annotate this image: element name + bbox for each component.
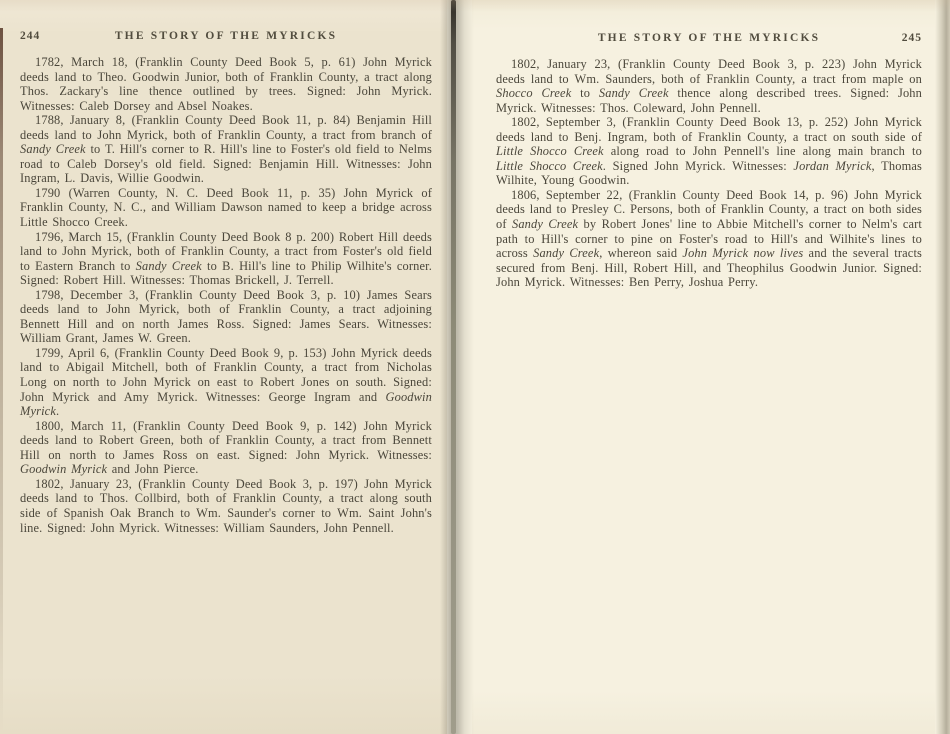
- left-running-title: THE STORY OF THE MYRICKS: [114, 30, 338, 42]
- right-page-number: 245: [901, 32, 922, 44]
- deed-entry-paragraph: 1800, March 11, (Franklin County Deed Book 9, p. 142) John Myrick deeds land to Robert Green, both of Franklin County, a tract from Bennett Hill on north to James Ross on east. Signed: John Myrick. Witnesses: Goodwin Myrick and John Pierce.: [20, 418, 432, 477]
- right-page: [472, 0, 935, 734]
- left-page: [0, 0, 447, 734]
- right-page-edge: [935, 0, 950, 734]
- deed-entry-paragraph: 1796, March 15, (Franklin County Deed Book 8 p. 200) Robert Hill deeds land to John Myrick, both of Franklin County, a tract from Foster's old field to Eastern Branch to Sandy Creek to B. Hill's line to Philip Wilhite's corner. Signed: Robert Hill. Witnesses: Thomas Brickell, J. Terrell.: [20, 229, 432, 288]
- deed-entry-paragraph: 1798, December 3, (Franklin County Deed Book 3, p. 10) James Sears deeds land to John Myrick, both of Franklin County, a tract adjoining Bennett Hill and on north James Ross. Signed: James Sears. Witnesses: William Grant, James W. Green.: [20, 287, 432, 346]
- deed-entry-paragraph: 1790 (Warren County, N. C. Deed Book 11, p. 35) John Myrick of Franklin County, N. C., and William Dawson named to keep a bridge across Little Shocco Creek.: [20, 185, 432, 230]
- left-page-number: 244: [20, 30, 41, 42]
- deed-entry-paragraph: 1782, March 18, (Franklin County Deed Book 5, p. 61) John Myrick deeds land to Theo. Goodwin Junior, both of Franklin County, a tract along Thos. Zackary's line thence outlined by trees. Signed: John Myrick. Witnesses: Caleb Dorsey and Absel Noakes.: [20, 55, 432, 113]
- left-running-head: [20, 30, 432, 42]
- right-running-title: THE STORY OF THE MYRICKS: [597, 32, 821, 44]
- deed-entry-paragraph: 1802, January 23, (Franklin County Deed Book 3, p. 223) John Myrick deeds land to Wm. Saunders, both of Franklin County, a tract from maple on Shocco Creek to Sandy Creek thence along described trees. Signed: John Myrick. Witnesses: Thos. Coleward, John Pennell.: [496, 57, 923, 115]
- deed-entry-paragraph: 1799, April 6, (Franklin County Deed Book 9, p. 153) John Myrick deeds land to Abigail Mitchell, both of Franklin County, a tract from Nicholas Long on north to John Myrick on east to Robert Jones on south. Signed: John Myrick and Amy Myrick. Witnesses: George Ingram and Goodwin Myrick.: [20, 345, 432, 419]
- deed-entry-paragraph: 1806, September 22, (Franklin County Deed Book 14, p. 96) John Myrick deeds land to Presley C. Persons, both of Franklin County, a tract on both sides of Sandy Creek by Robert Jones' line to Abbie Mitchell's corner to Nelm's cart path to Hill's corner to pine on Foster's road to Hill's and Wilhite's lines to across Sandy Creek, whereon said John Myrick now lives and the several tracts secured from Benj. Hill, Robert Hill, and Theophilus Goodwin Junior. Signed: John Myrick. Witnesses: Ben Perry, Joshua Perry.: [496, 187, 923, 290]
- right-running-head: [496, 32, 922, 44]
- deed-entry-paragraph: 1802, January 23, (Franklin County Deed Book 3, p. 197) John Myrick deeds land to Thos. Collbird, both of Franklin County, a tract along south side of Spanish Oak Branch to Wm. Saunder's corner to Wm. Saint John's line. Signed: John Myrick. Witnesses: William Saunders, John Pennell.: [20, 476, 432, 535]
- left-page-text: [20, 55, 432, 535]
- right-page-text: [496, 57, 922, 290]
- deed-entry-paragraph: 1802, September 3, (Franklin County Deed Book 13, p. 252) John Myrick deeds land to Benj. Ingram, both of Franklin County, a tract on south side of Little Shocco Creek along road to John Pennell's line along main branch to Little Shocco Creek. Signed John Myrick. Witnesses: Jordan Myrick, Thomas Wilhite, Young Goodwin.: [496, 115, 922, 188]
- deed-entry-paragraph: 1788, January 8, (Franklin County Deed Book 11, p. 84) Benjamin Hill deeds land to John Myrick, both of Franklin County, a tract from branch of Sandy Creek to T. Hill's corner to R. Hill's line to Foster's old field to Nelms road to Caleb Dorsey's old field. Signed: Benjamin Hill. Witnesses: John Ingram, L. Davis, Willie Goodwin.: [20, 113, 432, 186]
